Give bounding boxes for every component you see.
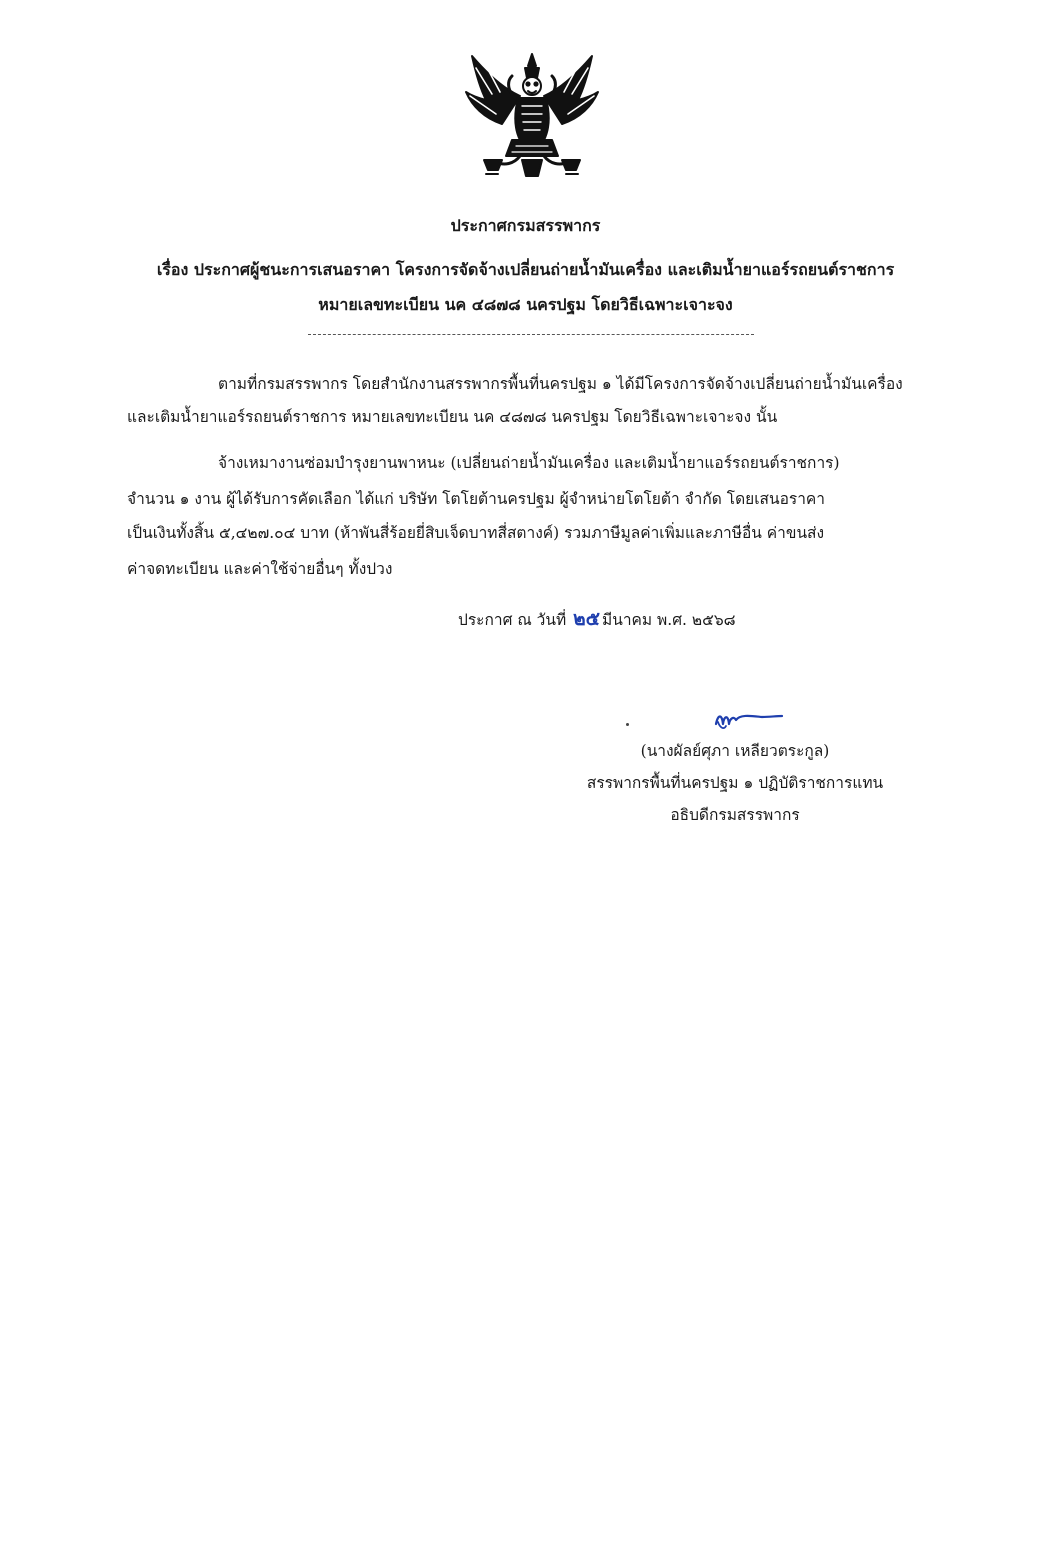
- handwritten-signature: [712, 704, 784, 734]
- announcement-date: [458, 604, 736, 634]
- signatory-name: (นางผัลย์ศุภา เหลียวตระกูล): [640, 742, 830, 760]
- header-divider: [308, 334, 754, 335]
- signatory-position: สรรพากรพื้นที่นครปฐม ๑ ปฏิบัติราชการแทน: [586, 774, 884, 792]
- ink-dot: [626, 723, 629, 726]
- garuda-emblem-icon: [462, 48, 602, 184]
- date-month-year: มีนาคม พ.ศ. ๒๕๖๘: [602, 611, 736, 629]
- paragraph-2-line-1: จ้างเหมางานซ่อมบำรุงยานพาหนะ (เปลี่ยนถ่ายน้ำมันเครื่อง และเติมน้ำยาแอร์รถยนต์ราชการ): [218, 454, 840, 472]
- announcement-subject: เรื่อง ประกาศผู้ชนะการเสนอราคา โครงการจัดจ้างเปลี่ยนถ่ายน้ำมันเครื่อง และเติมน้ำยาแอร์รถยนต์ราชการ: [156, 260, 895, 279]
- date-prefix: ประกาศ ณ วันที่: [458, 611, 567, 629]
- signatory-on-behalf: อธิบดีกรมสรรพากร: [670, 806, 800, 824]
- paragraph-2-line-4: ค่าจดทะเบียน และค่าใช้จ่ายอื่นๆ ทั้งปวง: [127, 560, 393, 578]
- paragraph-1-line-1: ตามที่กรมสรรพากร โดยสำนักงานสรรพากรพื้นที่นครปฐม ๑ ได้มีโครงการจัดจ้างเปลี่ยนถ่ายน้ำมันเครื่อง: [218, 375, 903, 393]
- paragraph-2-line-3: เป็นเงินทั้งสิ้น ๕,๔๒๗.๐๔ บาท (ห้าพันสี่ร้อยยี่สิบเจ็ดบาทสี่สตางค์) รวมภาษีมูลค่าเพิ่มและภาษีอื่น ค่าขนส่ง: [127, 524, 825, 542]
- paragraph-2-line-2: จำนวน ๑ งาน ผู้ได้รับการคัดเลือก ได้แก่ บริษัท โตโยต้านครปฐม ผู้จำหน่ายโตโยต้า จำกัด โดยเสนอราคา: [127, 490, 825, 508]
- paragraph-1-line-2: และเติมน้ำยาแอร์รถยนต์ราชการ หมายเลขทะเบียน นค ๔๘๗๘ นครปฐม โดยวิธีเฉพาะเจาะจง นั้น: [127, 408, 778, 426]
- announcement-subject-continued: หมายเลขทะเบียน นค ๔๘๗๘ นครปฐม โดยวิธีเฉพาะเจาะจง: [318, 295, 733, 314]
- announcement-agency: ประกาศกรมสรรพากร: [450, 216, 601, 235]
- date-day-handwritten: ๒๕: [573, 608, 601, 630]
